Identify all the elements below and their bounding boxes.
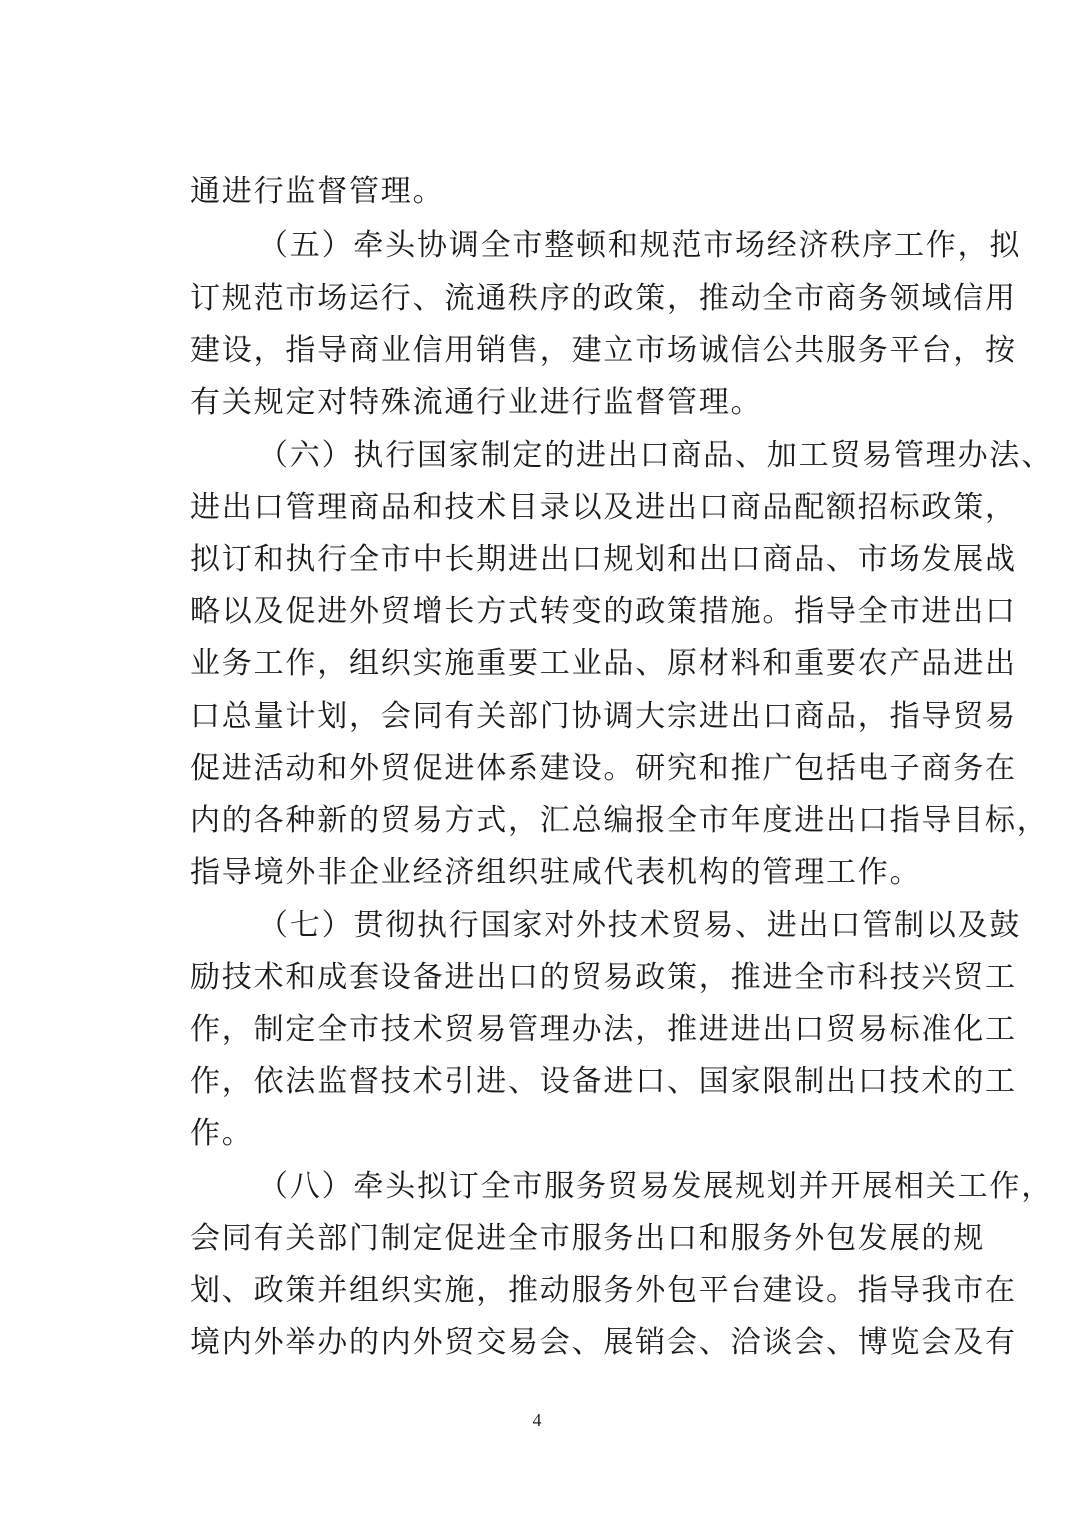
text-line: 口总量计划，会同有关部门协调大宗进出口商品，指导贸易 (190, 699, 1017, 734)
text-line: 指导境外非企业经济组织驻咸代表机构的管理工作。 (190, 855, 922, 890)
text-line: 有关规定对特殊流通行业进行监督管理。 (190, 385, 763, 420)
text-line: 境内外举办的内外贸交易会、展销会、洽谈会、博览会及有 (190, 1325, 1017, 1360)
text-line: 励技术和成套设备进出口的贸易政策，推进全市科技兴贸工 (190, 960, 1017, 995)
paragraph-8-start: （八）牵头拟订全市服务贸易发展规划并开展相关工作， (258, 1169, 1053, 1204)
paragraph-6-start: （六）执行国家制定的进出口商品、加工贸易管理办法、 (258, 438, 1053, 473)
paragraph-5-start: （五）牵头协调全市整顿和规范市场经济秩序工作，拟 (258, 228, 1022, 263)
paragraph-7-start: （七）贯彻执行国家对外技术贸易、进出口管制以及鼓 (258, 908, 1022, 943)
text-line: 促进活动和外贸促进体系建设。研究和推广包括电子商务在 (190, 751, 1017, 786)
text-line: 订规范市场运行、流通秩序的政策，推动全市商务领域信用 (190, 281, 1017, 316)
text-line: 进出口管理商品和技术目录以及进出口商品配额招标政策， (190, 490, 1017, 525)
text-line: 作，依法监督技术引进、设备进口、国家限制出口技术的工 (190, 1064, 1017, 1099)
text-line: 内的各种新的贸易方式，汇总编报全市年度进出口指导目标， (190, 803, 1049, 838)
text-line: 拟订和执行全市中长期进出口规划和出口商品、市场发展战 (190, 542, 1017, 577)
text-line: 划、政策并组织实施，推动服务外包平台建设。指导我市在 (190, 1273, 1017, 1308)
text-line: 会同有关部门制定促进全市服务出口和服务外包发展的规 (190, 1221, 985, 1256)
text-line: 作。 (190, 1116, 254, 1151)
text-line: 通进行监督管理。 (190, 174, 445, 209)
text-line: 业务工作，组织实施重要工业品、原材料和重要农产品进出 (190, 646, 1017, 681)
text-line: 建设，指导商业信用销售，建立市场诚信公共服务平台，按 (190, 333, 1017, 368)
text-line: 作，制定全市技术贸易管理办法，推进进出口贸易标准化工 (190, 1012, 1017, 1047)
page-number: 4 (532, 1410, 542, 1430)
text-line: 略以及促进外贸增长方式转变的政策措施。指导全市进出口 (190, 594, 1017, 629)
